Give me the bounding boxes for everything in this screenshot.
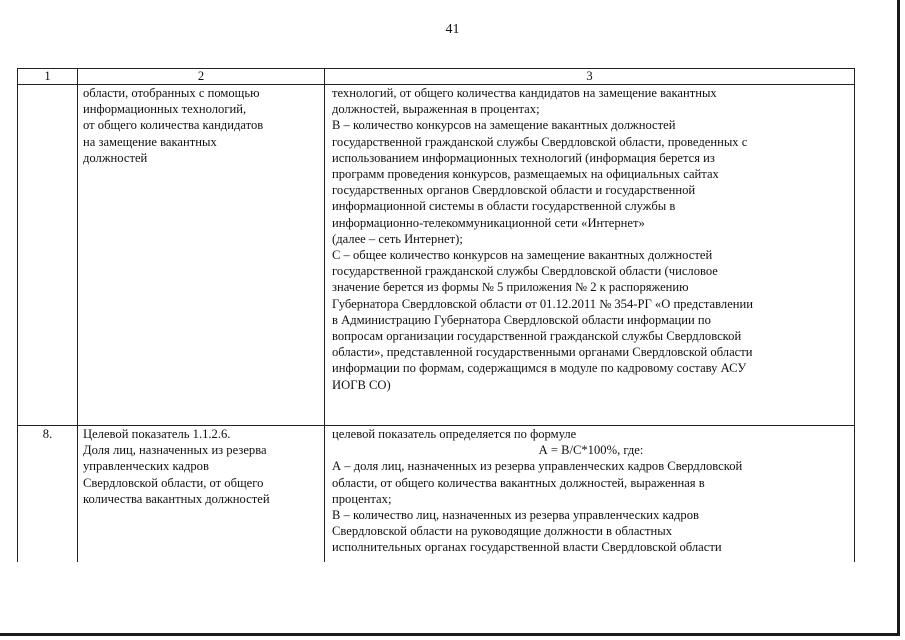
method-text-line: должностей, выраженная в процентах;	[332, 102, 540, 117]
method-text-line: государственной гражданской службы Свердловской области (числовое	[332, 264, 718, 279]
table-row	[18, 426, 855, 563]
indicator-text-line: области, отобранных с помощью	[83, 86, 260, 100]
row-number: 8.	[18, 426, 78, 563]
method-text-line: области», представленной государственными органами Свердловской области	[332, 345, 753, 360]
method-text-line: исполнительных органах государственной власти Свердловской области	[332, 540, 722, 555]
indicator-text-line: Целевой показатель 1.1.2.6.	[83, 427, 231, 441]
method-text-line: информационно-телекоммуникационной сети «Интернет»	[332, 215, 645, 230]
indicator-text-line: Свердловской области, от общего	[83, 475, 264, 490]
header-col-1: 1	[18, 69, 78, 85]
method-text-line: значение берется из формы № 5 приложения № 2 к распоряжению	[332, 280, 689, 295]
method-text-line: процентах;	[332, 491, 392, 506]
method-text-line: использованием информационных технологий (информация берется из	[332, 150, 715, 165]
method-text-line: Губернатора Свердловской области от 01.12.2011 № 354-РГ «О представлении	[332, 296, 754, 311]
method-text-line: Свердловской области на руководящие должности в областных	[332, 524, 673, 539]
header-col-3: 3	[325, 69, 855, 85]
method-text-line: вопросам организации государственной гражданской службы Свердловской	[332, 329, 742, 344]
method-text-line: В – количество лиц, назначенных из резерва управленческих кадров	[332, 508, 699, 523]
indicator-name-cell	[78, 426, 325, 563]
indicator-text-line: информационных технологий,	[83, 102, 247, 117]
table-row	[18, 85, 855, 426]
indicator-name-cell	[78, 85, 325, 426]
method-text-line: в Администрацию Губернатора Свердловской области информации по	[332, 312, 711, 327]
method-text-line: ИОГВ СО)	[332, 377, 391, 392]
method-text-line: технологий, от общего количества кандидатов на замещение вакантных	[332, 86, 717, 100]
method-cell	[325, 426, 855, 563]
indicator-text-line: количества вакантных должностей	[83, 491, 270, 506]
method-text-line: А – доля лиц, назначенных из резерва управленческих кадров Свердловской	[332, 459, 743, 474]
method-text-line: (далее – сеть Интернет);	[332, 231, 463, 246]
method-text-line: программ проведения конкурсов, размещаемых на официальных сайтах	[332, 167, 719, 182]
method-text-line: информационной системы в области государственной службы в	[332, 199, 676, 214]
document-table	[17, 68, 855, 562]
method-cell	[325, 85, 855, 426]
method-text-line: государственной гражданской службы Свердловской области, проведенных с	[332, 134, 748, 149]
formula: А = В/С*100%, где:	[538, 443, 644, 458]
method-text-line: В – количество конкурсов на замещение вакантных должностей	[332, 118, 676, 133]
method-intro: целевой показатель определяется по формуле	[332, 427, 577, 441]
indicator-text-line: управленческих кадров	[83, 459, 209, 474]
method-text-line: информации по формам, содержащимся в модуле по кадровому составу АСУ	[332, 361, 747, 376]
indicator-text-line: от общего количества кандидатов	[83, 118, 264, 133]
method-text-line: государственных органов Свердловской области и государственной	[332, 183, 696, 198]
header-col-2: 2	[78, 69, 325, 85]
indicator-text-line: на замещение вакантных	[83, 134, 217, 149]
method-text-line: С – общее количество конкурсов на замещение вакантных должностей	[332, 248, 713, 263]
indicator-text-line: Доля лиц, назначенных из резерва	[83, 443, 267, 458]
page-number: 41	[445, 22, 460, 37]
indicator-text-line: должностей	[83, 150, 148, 165]
table-header-row	[18, 69, 855, 85]
method-text-line: области, от общего количества вакантных должностей, выраженная в	[332, 475, 705, 490]
row-number	[18, 85, 78, 426]
